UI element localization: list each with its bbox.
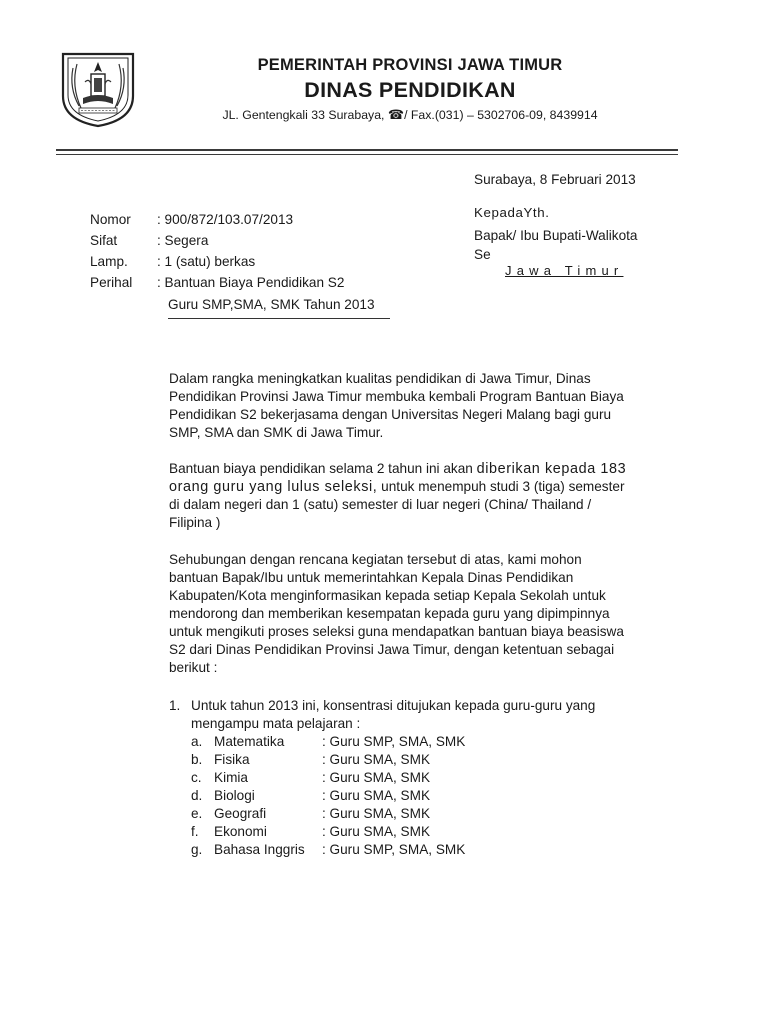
paragraph-intro [169, 370, 674, 442]
phone-icon: ☎ [387, 107, 405, 122]
meta-value-sifat: : Segera [157, 233, 209, 248]
subject-key: g. [191, 842, 203, 857]
subject-name: Biologi [214, 788, 255, 803]
meta-label-perihal: Perihal [90, 275, 133, 290]
address-text: JL. Gentengkali 33 Surabaya, [222, 108, 385, 122]
subject-key: a. [191, 734, 203, 749]
meta-value-lampiran: : 1 (satu) berkas [157, 254, 256, 269]
letterhead-rule-thin [56, 154, 678, 155]
subject-level: : Guru SMA, SMK [322, 824, 431, 839]
recipient-line1: Bapak/ Ibu Bupati-Walikota [474, 228, 638, 243]
paragraph-line-part: diberikan kepada 183 [476, 461, 627, 477]
paragraph-line-part: orang guru yang lulus seleksi, [169, 479, 378, 495]
subject-level: : Guru SMA, SMK [322, 752, 431, 767]
place-date: Surabaya, 8 Februari 2013 [474, 172, 636, 187]
paragraph-line: SMP, SMA dan SMK di Jawa Timur. [169, 425, 384, 440]
paragraph-line: untuk mengikuti proses seleksi guna mendapatkan bantuan biaya beasiswa [169, 624, 624, 639]
meta-label-sifat: Sifat [90, 233, 118, 248]
subject-key: d. [191, 788, 203, 803]
subject-name: Ekonomi [214, 824, 267, 839]
recipient-line2: Se [474, 247, 491, 262]
subject-name: Kimia [214, 770, 248, 785]
phone-fax-text: / Fax.(031) – 5302706-09, 8439914 [404, 108, 598, 122]
letterhead-government: PEMERINTAH PROVINSI JAWA TIMUR [257, 56, 563, 74]
perihal-underline [168, 318, 390, 319]
paragraph-line-part: Bantuan biaya pendidikan selama 2 tahun ini akan [169, 461, 473, 476]
list-item-text [191, 697, 674, 733]
paragraph-line-part: untuk menempuh studi 3 (tiga) semester [381, 479, 625, 494]
subject-name: Geografi [214, 806, 267, 821]
letterhead-department: DINAS PENDIDIKAN [304, 78, 516, 102]
paragraph-line: Filipina ) [169, 515, 221, 530]
letterhead-rule-thick [56, 149, 678, 151]
subject-key: e. [191, 806, 203, 821]
meta-label-lampiran: Lamp. [90, 254, 128, 269]
paragraph-line: S2 dari Dinas Pendidikan Provinsi Jawa Timur, dengan ketentuan sebagai [169, 642, 615, 657]
paragraph-line: mendorong dan memberikan kesempatan kepada guru yang dipimpinnya [169, 606, 610, 621]
paragraph-line: berikut : [169, 660, 218, 675]
paragraph-line: Kabupaten/Kota menginformasikan kepada setiap Kepala Sekolah untuk [169, 588, 606, 603]
paragraph-line: Pendidikan S2 bekerjasama dengan Universitas Negeri Malang bagi guru [169, 407, 612, 422]
subject-level: : Guru SMA, SMK [322, 806, 431, 821]
subject-level: : Guru SMA, SMK [322, 770, 431, 785]
subject-name: Matematika [214, 734, 285, 749]
subject-key: f. [191, 824, 199, 839]
meta-label-nomor: Nomor [90, 212, 131, 227]
subject-key: b. [191, 752, 203, 767]
subject-key: c. [191, 770, 202, 785]
paragraph-line: Pendidikan Provinsi Jawa Timur membuka kembali Program Bantuan Biaya [169, 389, 624, 404]
subject-level: : Guru SMP, SMA, SMK [322, 842, 466, 857]
perihal-continuation: Guru SMP,SMA, SMK Tahun 2013 [168, 297, 375, 312]
provincial-emblem-icon [59, 48, 137, 128]
list-item-line: Untuk tahun 2013 ini, konsentrasi ditujukan kepada guru-guru yang [191, 698, 596, 713]
paragraph-line: Sehubungan dengan rencana kegiatan tersebut di atas, kami mohon [169, 552, 582, 567]
recipient-greeting: KepadaYth. [474, 205, 550, 220]
subject-level: : Guru SMA, SMK [322, 788, 431, 803]
list-item-line: mengampu mata pelajaran : [191, 716, 361, 731]
paragraph-line: bantuan Bapak/Ibu untuk memerintahkan Kepala Dinas Pendidikan [169, 570, 574, 585]
subject-level: : Guru SMP, SMA, SMK [322, 734, 466, 749]
meta-value-nomor: : 900/872/103.07/2013 [157, 212, 294, 227]
list-item-number: 1. [169, 698, 181, 713]
letterhead-address [160, 107, 660, 123]
paragraph-line: Dalam rangka meningkatkan kualitas pendidikan di Jawa Timur, Dinas [169, 371, 591, 386]
requirements-list [169, 697, 674, 867]
subject-name: Fisika [214, 752, 250, 767]
paragraph-line [169, 478, 674, 496]
recipient-region: Jawa Timur [505, 263, 624, 278]
paragraph-line: di dalam negeri dan 1 (satu) semester di luar negeri (China/ Thailand / [169, 497, 592, 512]
paragraph-line [169, 460, 674, 478]
meta-value-perihal: : Bantuan Biaya Pendidikan S2 [157, 275, 345, 290]
paragraph-assistance [169, 460, 674, 532]
subject-name: Bahasa Inggris [214, 842, 305, 857]
paragraph-request [169, 551, 674, 677]
